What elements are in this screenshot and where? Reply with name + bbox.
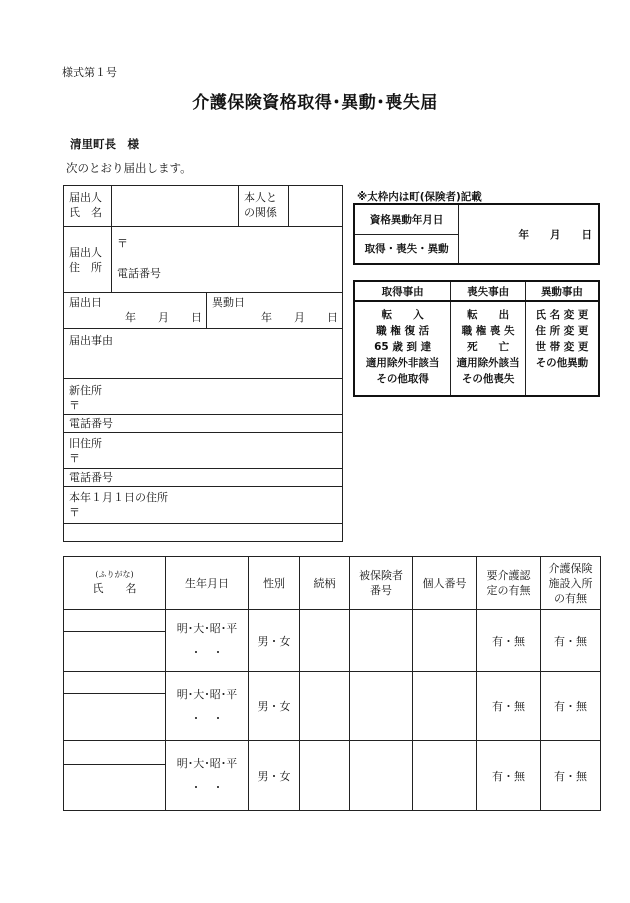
name-cell[interactable] (64, 694, 166, 741)
reason-option[interactable]: その他喪失 (461, 373, 515, 385)
reason-option[interactable]: 世 帯 変 更 (535, 341, 589, 353)
personal-no-header: 個人番号 (413, 557, 477, 610)
reason-option[interactable]: 転 入 (381, 309, 424, 321)
reason-option[interactable]: 65 歳 到 達 (374, 341, 432, 353)
reason-field[interactable] (64, 329, 343, 379)
care-header: 要介護認 定の有無 (477, 557, 541, 610)
facility-cell[interactable]: 有・無 (541, 672, 601, 741)
relation-cell[interactable] (300, 672, 350, 741)
furigana-cell[interactable] (64, 672, 166, 694)
old-postal-mark: 〒 (69, 452, 80, 465)
relation-cell[interactable] (300, 610, 350, 672)
reason-option[interactable]: 住 所 変 更 (535, 325, 589, 337)
reason-option[interactable]: 職 権 喪 失 (461, 325, 515, 337)
new-address-field[interactable] (64, 379, 343, 415)
change-date-units: 年 月 日 (261, 311, 338, 324)
reason-option[interactable]: 職 権 復 活 (376, 325, 430, 337)
new-phone-field[interactable] (64, 415, 343, 433)
jan1-address-label: 本年１月１日の住所 (69, 491, 168, 504)
birth-header: 生年月日 (166, 557, 249, 610)
personal-no-cell[interactable] (413, 741, 477, 811)
reason-option[interactable]: 死 亡 (467, 341, 510, 353)
jan1-address-field[interactable] (64, 487, 343, 524)
old-phone-label: 電話番号 (69, 471, 113, 484)
acquire-reasons (354, 301, 451, 396)
reason-table (353, 280, 600, 397)
reason-option[interactable]: 転 出 (467, 309, 510, 321)
birth-cell[interactable]: 明･大･昭･平 ・ ・ (166, 672, 249, 741)
postal-mark: 〒 (117, 237, 128, 250)
applicant-name-field[interactable] (112, 186, 239, 227)
office-date-units: 年 月 日 (518, 228, 592, 241)
form-number: 様式第１号 (62, 66, 117, 79)
lose-reasons (451, 301, 526, 396)
relation-cell[interactable] (300, 741, 350, 811)
jan1-extra-field[interactable] (64, 524, 343, 542)
form-title: 介護保険資格取得･異動･喪失届 (192, 93, 438, 113)
care-cell[interactable]: 有・無 (477, 672, 541, 741)
change-date-office-label: 資格異動年月日 (354, 204, 459, 234)
office-use-box (353, 203, 600, 265)
kind-office-label: 取得・喪失・異動 (354, 234, 459, 264)
table-row (64, 672, 601, 694)
new-phone-label: 電話番号 (69, 417, 113, 430)
sex-cell[interactable]: 男・女 (249, 610, 300, 672)
insured-no-cell[interactable] (350, 610, 413, 672)
care-cell[interactable]: 有・無 (477, 741, 541, 811)
table-row (64, 741, 601, 765)
intro-text: 次のとおり届出します。 (66, 161, 192, 175)
insured-no-cell[interactable] (350, 741, 413, 811)
facility-cell[interactable]: 有・無 (541, 610, 601, 672)
acquire-header: 取得事由 (354, 281, 451, 301)
sex-cell[interactable]: 男・女 (249, 672, 300, 741)
reason-option[interactable]: その他異動 (535, 357, 589, 369)
lose-header: 喪失事由 (451, 281, 526, 301)
furigana-cell[interactable] (64, 741, 166, 765)
office-note: ※太枠内は町(保険者)記載 (357, 191, 482, 203)
office-date-field[interactable] (459, 204, 599, 264)
submit-date-field[interactable] (64, 293, 207, 329)
phone-label: 電話番号 (117, 267, 161, 280)
table-row (64, 610, 601, 632)
old-address-label: 旧住所 (69, 437, 102, 450)
personal-no-cell[interactable] (413, 610, 477, 672)
insured-roster-table (63, 556, 601, 811)
applicant-form (63, 185, 343, 542)
old-address-field[interactable] (64, 433, 343, 469)
name-cell[interactable] (64, 632, 166, 672)
relation-header: 続柄 (300, 557, 350, 610)
reason-option[interactable]: その他取得 (376, 373, 429, 385)
applicant-name-label: 届出人 氏 名 (64, 186, 112, 227)
facility-header: 介護保険 施設入所 の有無 (541, 557, 601, 610)
change-header: 異動事由 (525, 281, 599, 301)
jan1-postal-mark: 〒 (69, 506, 80, 519)
sex-header: 性別 (249, 557, 300, 610)
care-cell[interactable]: 有・無 (477, 610, 541, 672)
change-date-field[interactable] (207, 293, 343, 329)
change-date-label: 異動日 (212, 296, 245, 309)
change-reasons (525, 301, 599, 396)
reason-option[interactable]: 氏 名 変 更 (535, 309, 589, 321)
birth-cell[interactable]: 明･大･昭･平 ・ ・ (166, 610, 249, 672)
new-postal-mark: 〒 (69, 399, 80, 412)
applicant-address-label: 届出人 住 所 (64, 227, 112, 293)
insured-no-cell[interactable] (350, 672, 413, 741)
reason-option[interactable]: 適用除外非該当 (365, 357, 440, 369)
reason-option[interactable]: 適用除外該当 (456, 357, 520, 369)
old-phone-field[interactable] (64, 469, 343, 487)
applicant-address-field[interactable] (112, 227, 343, 293)
submit-date-label: 届出日 (69, 296, 102, 309)
name-header: (ふりがな) 氏 名 (64, 557, 166, 610)
facility-cell[interactable]: 有・無 (541, 741, 601, 811)
sex-cell[interactable]: 男・女 (249, 741, 300, 811)
reason-label: 届出事由 (69, 334, 113, 347)
birth-cell[interactable]: 明･大･昭･平 ・ ・ (166, 741, 249, 811)
furigana-cell[interactable] (64, 610, 166, 632)
personal-no-cell[interactable] (413, 672, 477, 741)
relation-field[interactable] (289, 186, 343, 227)
new-address-label: 新住所 (69, 384, 102, 397)
submit-date-units: 年 月 日 (125, 311, 202, 324)
relation-label: 本人と の関係 (239, 186, 289, 227)
insured-no-header: 被保険者 番号 (350, 557, 413, 610)
addressee: 清里町長 様 (70, 137, 139, 151)
name-cell[interactable] (64, 765, 166, 811)
